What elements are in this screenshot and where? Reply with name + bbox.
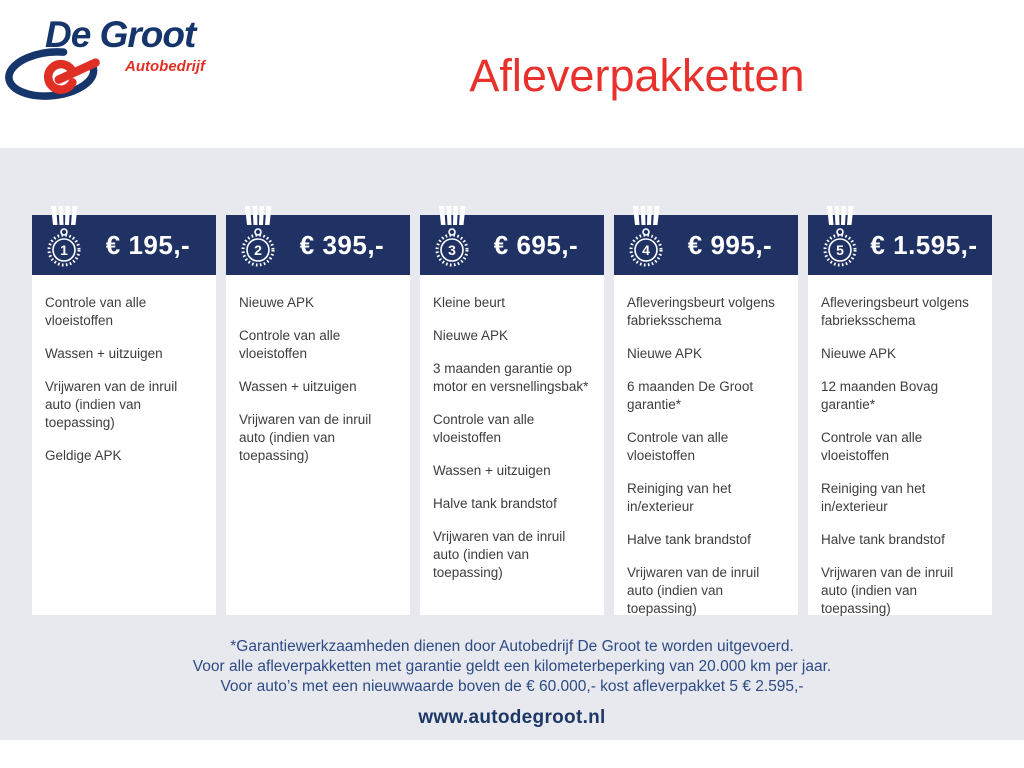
package-item: Wassen + uitzuigen [239,379,357,394]
package-item: Vrijwaren van de inruil auto (indien van toepassing) [821,565,954,616]
website-url: www.autodegroot.nl [418,707,606,728]
package-price: € 1.595,- [870,229,978,260]
package-header [226,215,410,275]
package-item: Halve tank brandstof [821,532,945,547]
package-items [614,275,798,618]
package-item: Afleveringsbeurt volgens fabrieksschema [821,295,969,328]
footnote-line: Voor alle afleverpakketten met garantie geldt een kilometerbeperking van 20.000 km per jaar. [192,658,832,675]
medal-icon [42,206,86,278]
medal-icon [624,206,668,278]
package-item: Controle van alle vloeistoffen [627,430,729,463]
package-items [32,275,216,465]
package-item: Nieuwe APK [627,346,703,361]
package-item: Reiniging van het in/exterieur [627,481,732,514]
package-item: Nieuwe APK [433,328,509,343]
package-items [226,275,410,465]
package-item: Vrijwaren van de inruil auto (indien van toepassing) [433,529,566,580]
package-items [420,275,604,582]
medal-icon [236,206,280,278]
footnote-line: Voor auto’s met een nieuwwaarde boven de € 60.000,- kost afleverpakket 5 € 2.595,- [220,678,804,695]
package-item: 3 maanden garantie op motor en versnellingsbak* [433,361,589,394]
package-item: Vrijwaren van de inruil auto (indien van toepassing) [627,565,760,616]
package-header [420,215,604,275]
medal-number: 5 [836,242,844,258]
package-item: Controle van alle vloeistoffen [45,295,147,328]
package-item: 12 maanden Bovag garantie* [821,379,939,412]
medal-number: 3 [448,242,456,258]
package-item: Reiniging van het in/exterieur [821,481,926,514]
page-title: Afleverpakketten [469,50,805,101]
package-card-5 [808,215,992,615]
footnote-line: *Garantiewerkzaamheden dienen door Autobedrijf De Groot te worden uitgevoerd. [230,638,794,655]
package-cards-row [0,215,1024,615]
package-item: Wassen + uitzuigen [45,346,163,361]
package-item: Geldige APK [45,448,122,463]
package-item: Nieuwe APK [239,295,315,310]
package-price: € 995,- [687,229,773,260]
company-logo [0,0,250,148]
package-item: 6 maanden De Groot garantie* [627,379,754,412]
package-card-2 [226,215,410,615]
package-card-1 [32,215,216,615]
package-header [808,215,992,275]
package-item: Halve tank brandstof [627,532,751,547]
package-card-3 [420,215,604,615]
package-item: Controle van alle vloeistoffen [239,328,341,361]
package-item: Afleveringsbeurt volgens fabrieksschema [627,295,775,328]
package-price: € 395,- [299,229,385,260]
footnotes [0,637,1024,697]
medal-icon [818,206,862,278]
medal-number: 2 [254,242,262,258]
page-header [0,0,1024,148]
package-item: Wassen + uitzuigen [433,463,551,478]
package-item: Kleine beurt [433,295,506,310]
logo-subtitle: Autobedrijf [125,58,205,75]
content-band [0,148,1024,740]
package-item: Nieuwe APK [821,346,897,361]
package-price: € 195,- [105,229,191,260]
package-item: Halve tank brandstof [433,496,557,511]
medal-icon [430,206,474,278]
medal-number: 1 [60,242,68,258]
package-header [614,215,798,275]
package-header [32,215,216,275]
logo-company-name: De Groot [45,14,196,55]
package-item: Controle van alle vloeistoffen [433,412,535,445]
package-item: Controle van alle vloeistoffen [821,430,923,463]
package-item: Vrijwaren van de inruil auto (indien van toepassing) [239,412,372,463]
medal-number: 4 [642,242,650,258]
package-price: € 695,- [493,229,579,260]
package-items [808,275,992,618]
package-card-4 [614,215,798,615]
package-item: Vrijwaren van de inruil auto (indien van toepassing) [45,379,178,430]
